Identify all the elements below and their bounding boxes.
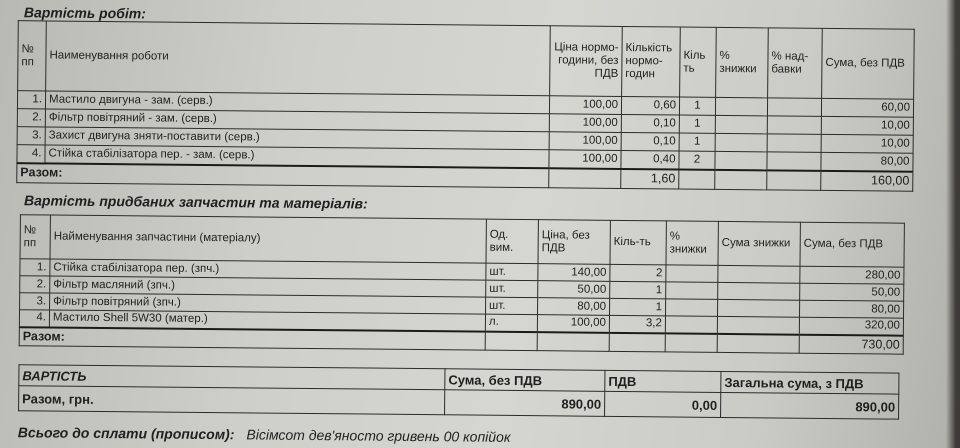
summary-header-total: Загальна сума, з ПДВ xyxy=(721,371,899,394)
parts-header-disc-sum: Сума знижки xyxy=(718,221,800,266)
works-row-hours: 0,40 xyxy=(621,150,679,169)
works-row-num: 2. xyxy=(17,109,45,127)
works-row-num: 4. xyxy=(17,145,45,163)
amount-in-words xyxy=(18,424,511,445)
parts-row-price: 140,00 xyxy=(538,264,610,282)
works-total-empty xyxy=(549,168,621,189)
works-row-sum: 10,00 xyxy=(821,134,913,153)
works-header-markup: % над-бавки xyxy=(768,28,823,99)
parts-row-sum: 80,00 xyxy=(799,300,903,318)
works-row-markup xyxy=(767,152,821,171)
works-header-price: Ціна нормо-години, без ПДВ xyxy=(550,26,623,97)
parts-row-disc-sum xyxy=(718,282,800,300)
works-row-name: Мастило двигуна - зам. (серв.) xyxy=(45,91,549,114)
parts-row-name: Фільтр повітряний (зпч.) xyxy=(50,293,486,314)
summary-header-sum: Сума, без ПДВ xyxy=(445,369,605,392)
parts-row-num: 1. xyxy=(20,259,50,276)
parts-row-qty: 2 xyxy=(610,264,666,282)
parts-header-num: № пп xyxy=(20,215,50,259)
parts-row-disc-sum xyxy=(717,316,799,334)
parts-total-empty xyxy=(665,333,717,352)
works-total-label: Разом: xyxy=(17,163,549,188)
works-total-hours: 1,60 xyxy=(621,168,679,189)
works-row-sum: 60,00 xyxy=(821,98,913,117)
works-row-discount xyxy=(715,151,767,169)
works-row-qty: 1 xyxy=(679,97,715,115)
works-row-discount xyxy=(715,97,767,115)
works-row-markup xyxy=(767,116,821,135)
parts-header-name: Найменування запчастини (матеріалу) xyxy=(50,215,486,263)
works-row-price: 100,00 xyxy=(549,96,621,115)
parts-total-empty xyxy=(537,332,609,352)
works-row-sum: 10,00 xyxy=(821,116,913,135)
amount-in-words-value: Вісімсот дев'яносто гривень 00 копійок xyxy=(246,426,511,445)
parts-row-unit: л. xyxy=(485,314,537,331)
summary-cost-label: ВАРТІСТЬ xyxy=(19,365,445,390)
works-row-markup xyxy=(767,98,821,117)
parts-row-num: 3. xyxy=(20,293,50,310)
works-total-sum: 160,00 xyxy=(821,170,913,191)
works-row-qty: 2 xyxy=(679,151,715,169)
works-row-discount xyxy=(715,133,767,151)
parts-row-num: 4. xyxy=(19,310,49,327)
works-row-hours: 0,60 xyxy=(621,96,679,115)
parts-total-sum: 730,00 xyxy=(799,334,903,354)
works-row-name: Стійка стабілізатора пер. - зам. (серв.) xyxy=(45,145,549,168)
works-total-empty xyxy=(767,170,821,191)
parts-row-qty: 3,2 xyxy=(609,315,665,333)
summary-sum-value: 890,00 xyxy=(445,390,605,417)
works-row-sum: 80,00 xyxy=(821,152,913,171)
works-table xyxy=(16,20,915,192)
works-header-row xyxy=(18,21,915,100)
parts-section-title: Вартість придбаних запчастин та матеріалів: xyxy=(24,192,368,212)
works-row-qty: 1 xyxy=(679,115,715,133)
parts-row-price: 100,00 xyxy=(537,315,609,333)
summary-vat-value: 0,00 xyxy=(605,391,721,417)
parts-header-discount: % знижки xyxy=(666,221,718,265)
works-row-markup xyxy=(767,134,821,153)
parts-row-discount xyxy=(666,265,718,282)
parts-row-sum: 280,00 xyxy=(800,266,904,284)
parts-row-discount xyxy=(666,282,718,299)
parts-total-empty xyxy=(717,333,799,353)
parts-row-price: 80,00 xyxy=(538,298,610,316)
parts-row-name: Стійка стабілізатора пер. (зпч.) xyxy=(50,259,486,280)
parts-row-name: Мастило Shell 5W30 (матер.) xyxy=(49,310,485,331)
parts-total-label: Разом: xyxy=(19,327,485,350)
works-header-num: № пп xyxy=(18,21,47,91)
parts-total-empty xyxy=(485,331,537,350)
works-row-price: 100,00 xyxy=(549,114,621,133)
works-header-hours: Кількість нормо-годин xyxy=(622,26,681,97)
parts-row-name: Фільтр масляний (зпч.) xyxy=(50,276,486,297)
parts-header-sum: Сума, без ПДВ xyxy=(800,222,904,267)
parts-total-empty xyxy=(609,332,665,352)
parts-table xyxy=(19,214,905,354)
summary-header-vat: ПДВ xyxy=(605,370,721,392)
parts-row-qty: 1 xyxy=(610,298,666,316)
works-header-name: Наименування роботи xyxy=(46,21,551,96)
works-header-qty: Кіль ть xyxy=(680,27,717,97)
parts-row-discount xyxy=(665,316,717,333)
works-row-name: Захист двигуна зняти-поставити (серв.) xyxy=(45,127,549,150)
works-row-hours: 0,10 xyxy=(621,132,679,151)
parts-row-sum: 50,00 xyxy=(800,283,904,301)
works-section-title: Вартість робіт: xyxy=(23,4,146,22)
works-row-price: 100,00 xyxy=(549,132,621,151)
paper-edge-shadow xyxy=(946,0,960,448)
parts-row-price: 50,00 xyxy=(538,281,610,299)
works-row-qty: 1 xyxy=(679,133,715,151)
summary-total-value: 890,00 xyxy=(721,392,899,419)
works-row-num: 1. xyxy=(17,91,45,109)
parts-row-unit: шт. xyxy=(486,297,538,314)
works-total-empty xyxy=(715,169,767,189)
amount-in-words-label: Всього до сплати (прописом): xyxy=(17,424,235,443)
works-row-num: 3. xyxy=(17,127,45,145)
parts-header-price: Ціна, без ПДВ xyxy=(538,220,610,265)
works-row-discount xyxy=(715,115,767,133)
parts-header-qty: Кіль-ть xyxy=(610,220,666,265)
parts-row-qty: 1 xyxy=(610,281,666,299)
parts-header-unit: Од. вим. xyxy=(486,219,538,263)
parts-row-discount xyxy=(665,299,717,316)
parts-row-unit: шт. xyxy=(486,263,538,280)
works-row-name: Фільтр повітряний - зам. (серв.) xyxy=(45,109,549,132)
parts-row-disc-sum xyxy=(717,299,799,317)
works-header-sum: Сума, без ПДВ xyxy=(822,28,915,99)
parts-row-unit: шт. xyxy=(486,280,538,297)
summary-total-label: Разом, грн. xyxy=(19,386,445,415)
parts-row-sum: 320,00 xyxy=(799,317,903,335)
parts-row-disc-sum xyxy=(718,265,800,283)
works-total-empty xyxy=(679,169,715,189)
parts-row-num: 2. xyxy=(20,276,50,293)
works-row-price: 100,00 xyxy=(549,150,621,169)
works-header-discount: % знижки xyxy=(716,27,769,97)
works-row-hours: 0,10 xyxy=(621,114,679,133)
summary-table xyxy=(18,364,899,419)
